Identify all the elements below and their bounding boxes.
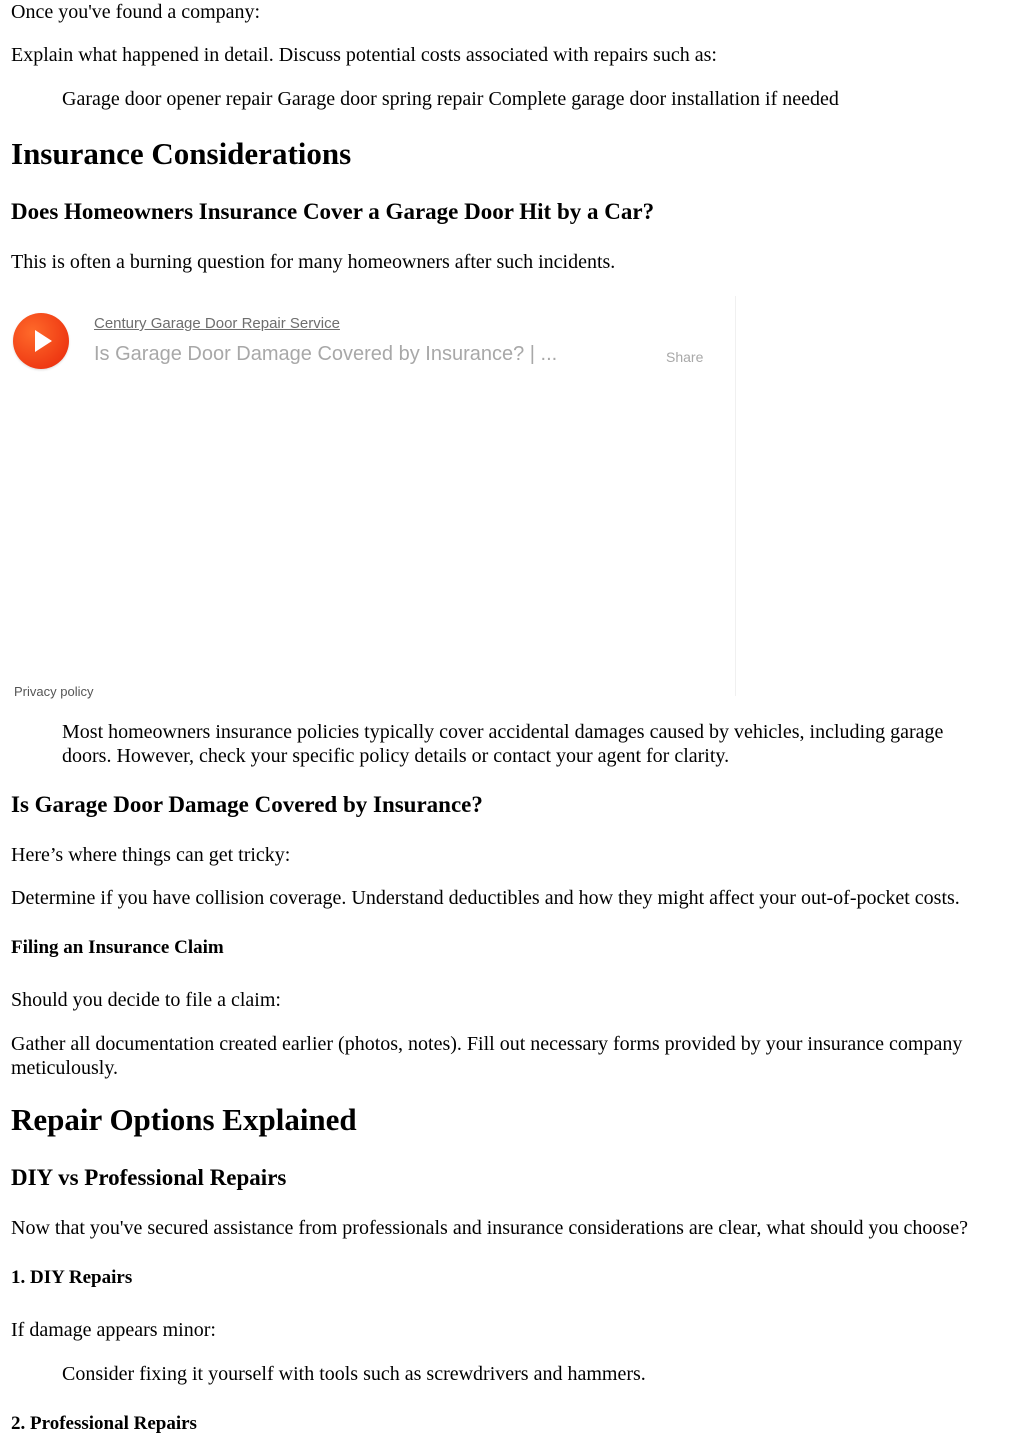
episode-title[interactable]: Is Garage Door Damage Covered by Insurance? | ... (94, 343, 558, 365)
privacy-policy-link[interactable]: Privacy policy (14, 684, 94, 699)
subsection-heading: DIY vs Professional Repairs (11, 1165, 287, 1190)
paragraph: Here’s where things can get tricky: (11, 844, 291, 866)
paragraph: If damage appears minor: (11, 1319, 216, 1341)
section-heading: Repair Options Explained (11, 1102, 357, 1137)
paragraph: This is often a burning question for many homeowners after such incidents. (11, 251, 616, 273)
repair-list: Garage door opener repair Garage door spring repair Complete garage door installation if needed (62, 88, 839, 110)
minor-heading: 2. Professional Repairs (11, 1413, 197, 1434)
paragraph: Now that you've secured assistance from professionals and insurance considerations are clear, what should you choose? (11, 1217, 968, 1239)
podcast-player (13, 296, 736, 699)
channel-link[interactable]: Century Garage Door Repair Service (94, 315, 340, 332)
paragraph: Consider fixing it yourself with tools such as screwdrivers and hammers. (62, 1363, 646, 1385)
intro-text: Explain what happened in detail. Discuss potential costs associated with repairs such as: (11, 44, 717, 66)
share-button[interactable]: Share (666, 349, 704, 365)
paragraph: Determine if you have collision coverage. Understand deductibles and how they might affect your out-of-pocket costs. (11, 887, 960, 909)
section-heading: Insurance Considerations (11, 136, 352, 171)
minor-heading: Filing an Insurance Claim (11, 937, 224, 958)
subsection-heading: Does Homeowners Insurance Cover a Garage Door Hit by a Car? (11, 199, 655, 224)
minor-heading: 1. DIY Repairs (11, 1267, 133, 1288)
paragraph: Gather all documentation created earlier (photos, notes). Fill out necessary forms provided by your insurance company meticulously. (11, 1033, 963, 1079)
intro-text: Once you've found a company: (11, 1, 261, 23)
subsection-heading: Is Garage Door Damage Covered by Insurance? (11, 792, 483, 817)
play-icon[interactable] (13, 313, 69, 369)
paragraph: Most homeowners insurance policies typically cover accidental damages caused by vehicles, including garage doors. However, check your specific policy details or contact your agent for clarity. (62, 721, 944, 767)
paragraph: Should you decide to file a claim: (11, 989, 281, 1011)
